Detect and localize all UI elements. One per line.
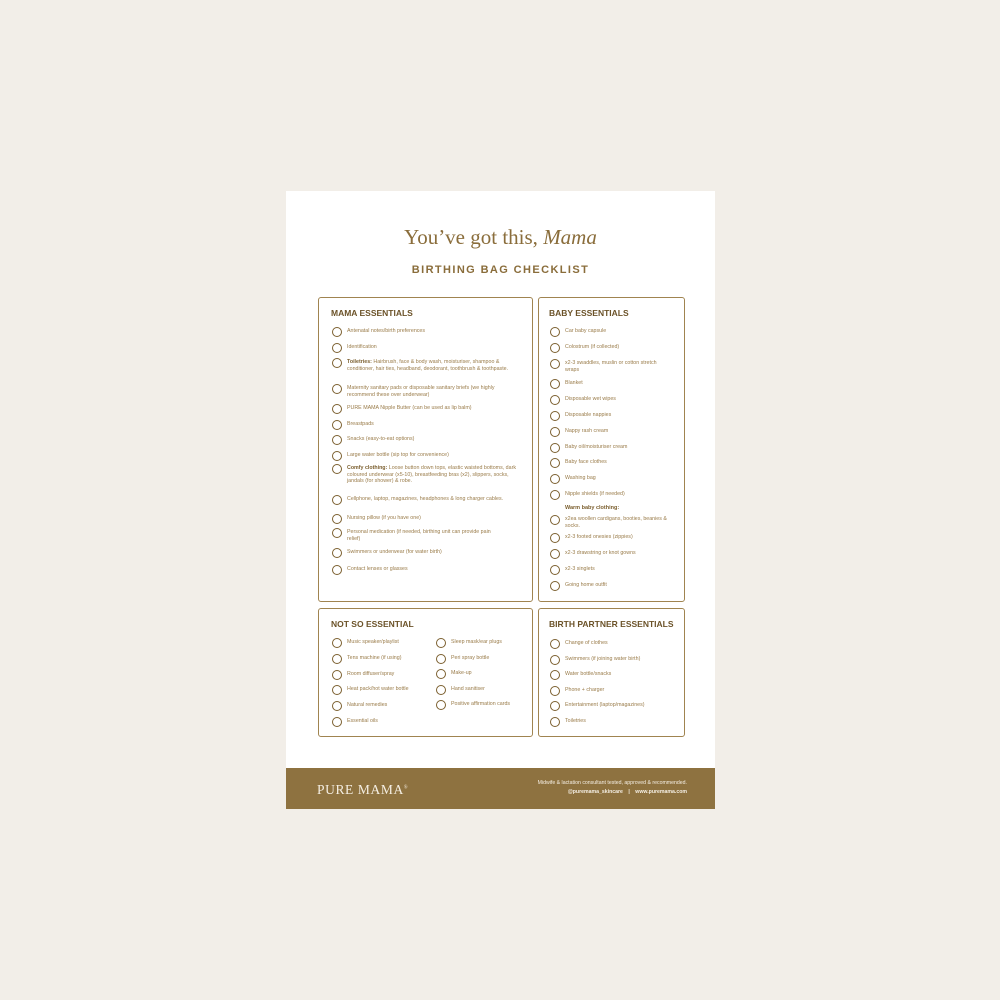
checkbox-circle[interactable] bbox=[332, 358, 342, 368]
checkbox-circle[interactable] bbox=[332, 701, 342, 711]
title-emphasis: Mama bbox=[543, 225, 597, 249]
checklist-item: PURE MAMA Nipple Butter (can be used as lip balm) bbox=[332, 405, 527, 414]
checklist-item: Nipple shields (if needed) bbox=[550, 491, 680, 500]
checkbox-circle[interactable] bbox=[550, 515, 560, 525]
birth-partner-title: BIRTH PARTNER ESSENTIALS bbox=[549, 619, 674, 629]
checklist-item: Phone + charger bbox=[550, 687, 680, 696]
checklist-item: Blanket bbox=[550, 380, 680, 389]
checklist-item: Nappy rash cream bbox=[550, 428, 680, 437]
checkbox-circle[interactable] bbox=[332, 565, 342, 575]
checklist-item: Baby face clothes bbox=[550, 459, 680, 468]
checkbox-circle[interactable] bbox=[550, 395, 560, 405]
checkbox-circle[interactable] bbox=[550, 343, 560, 353]
checklist-item: Comfy clothing: Loose button down tops, elastic waisted bottoms, dark coloured underwear (x5-10), breastfeeding bras (x2), slippers, socks, jandals (for shower) & robe. bbox=[332, 465, 517, 485]
checklist-item: x2-3 drawstring or knot gowns bbox=[550, 550, 680, 559]
checklist-item: Contact lenses or glasses bbox=[332, 566, 527, 575]
checkbox-circle[interactable] bbox=[550, 581, 560, 591]
checklist-item: Music speaker/playlist bbox=[332, 639, 432, 648]
checkbox-circle[interactable] bbox=[550, 549, 560, 559]
checklist-item: Positive affirmation cards bbox=[436, 701, 531, 710]
checkbox-circle[interactable] bbox=[550, 670, 560, 680]
mama-essentials-box bbox=[318, 297, 533, 602]
checkbox-circle[interactable] bbox=[332, 435, 342, 445]
checkbox-circle[interactable] bbox=[550, 443, 560, 453]
checklist-item: Nursing pillow (if you have one) bbox=[332, 515, 527, 524]
website-link[interactable]: www.puremama.com bbox=[635, 789, 687, 795]
checklist-item: Disposable wet wipes bbox=[550, 396, 680, 405]
checkbox-circle[interactable] bbox=[332, 670, 342, 680]
checklist-item: Toiletries bbox=[550, 718, 680, 727]
page-title bbox=[286, 225, 715, 250]
checklist-item: Change of clothes bbox=[550, 640, 680, 649]
checklist-item: Hand sanitiser bbox=[436, 686, 531, 695]
checklist-item: Toiletries: Hairbrush, face & body wash, moisturiser, shampoo & conditioner, hair ties, headband, deodorant, toothbrush & toothpaste. bbox=[332, 359, 517, 372]
checkbox-circle[interactable] bbox=[332, 451, 342, 461]
checklist-item: Water bottle/snacks bbox=[550, 671, 680, 680]
footer-separator: | bbox=[628, 789, 630, 795]
checkbox-circle[interactable] bbox=[436, 669, 446, 679]
title-prefix: You’ve got this, bbox=[404, 225, 538, 249]
mama-essentials-title: MAMA ESSENTIALS bbox=[331, 308, 413, 318]
checklist-item: Colostrum (if collected) bbox=[550, 344, 680, 353]
checklist-item: Car baby capsule bbox=[550, 328, 680, 337]
checkbox-circle[interactable] bbox=[332, 514, 342, 524]
checklist-item: Breastpads bbox=[332, 421, 527, 430]
checkbox-circle[interactable] bbox=[550, 490, 560, 500]
checklist-item: x2-3 singlets bbox=[550, 566, 680, 575]
birth-partner-box bbox=[538, 608, 685, 737]
baby-essentials-box bbox=[538, 297, 685, 602]
checkbox-circle[interactable] bbox=[332, 343, 342, 353]
checkbox-circle[interactable] bbox=[332, 404, 342, 414]
checklist-item: x2ea woollen cardigans, booties, beanies & socks. bbox=[550, 516, 674, 529]
checklist-item: Swimmers (if joining water birth) bbox=[550, 656, 680, 665]
checkbox-circle[interactable] bbox=[332, 384, 342, 394]
page-subtitle: BIRTHING BAG CHECKLIST bbox=[411, 264, 590, 276]
checklist-item: Personal medication (if needed, birthing unit can provide pain relief) bbox=[332, 529, 492, 542]
checkbox-circle[interactable] bbox=[436, 654, 446, 664]
checkbox-circle[interactable] bbox=[550, 458, 560, 468]
checkbox-circle[interactable] bbox=[550, 565, 560, 575]
checklist-item: Peri spray bottle bbox=[436, 655, 531, 664]
warm-clothing-label: Warm baby clothing: bbox=[565, 505, 620, 511]
checklist-sheet bbox=[286, 191, 715, 809]
checkbox-circle[interactable] bbox=[436, 700, 446, 710]
checklist-item: Going home outfit bbox=[550, 582, 680, 591]
brand-logo: PURE MAMA® bbox=[317, 782, 409, 797]
checkbox-circle[interactable] bbox=[550, 427, 560, 437]
checklist-item: Tens machine (if using) bbox=[332, 655, 432, 664]
checkbox-circle[interactable] bbox=[550, 655, 560, 665]
checkbox-circle[interactable] bbox=[550, 533, 560, 543]
checkbox-circle[interactable] bbox=[550, 717, 560, 727]
checkbox-circle[interactable] bbox=[332, 464, 342, 474]
checklist-item: Washing bag bbox=[550, 475, 680, 484]
baby-essentials-title: BABY ESSENTIALS bbox=[549, 308, 629, 318]
checkbox-circle[interactable] bbox=[550, 474, 560, 484]
checkbox-circle[interactable] bbox=[332, 528, 342, 538]
checkbox-circle[interactable] bbox=[550, 701, 560, 711]
checklist-item: Large water bottle (sip top for convenience) bbox=[332, 452, 527, 461]
checkbox-circle[interactable] bbox=[550, 686, 560, 696]
not-so-essential-box bbox=[318, 608, 533, 737]
checklist-item: Identification bbox=[332, 344, 527, 353]
footer-band bbox=[286, 768, 715, 809]
checklist-item: Essential oils bbox=[332, 718, 432, 727]
checkbox-circle[interactable] bbox=[436, 638, 446, 648]
checkbox-circle[interactable] bbox=[550, 411, 560, 421]
footer-tagline: Midwife & lactation consultant tested, approved & recommended. bbox=[537, 780, 687, 786]
not-so-essential-title: NOT SO ESSENTIAL bbox=[331, 619, 414, 629]
checklist-item: Baby oil/moisturiser cream bbox=[550, 444, 680, 453]
checkbox-circle[interactable] bbox=[332, 638, 342, 648]
checkbox-circle[interactable] bbox=[332, 654, 342, 664]
checkbox-circle[interactable] bbox=[332, 685, 342, 695]
checkbox-circle[interactable] bbox=[332, 717, 342, 727]
checkbox-circle[interactable] bbox=[550, 359, 560, 369]
checklist-item: Cellphone, laptop, magazines, headphones & long charger cables. bbox=[332, 496, 507, 505]
social-handle[interactable]: @puremama_skincare bbox=[567, 789, 623, 795]
checklist-item: Heat pack/hot water bottle bbox=[332, 686, 432, 695]
checkbox-circle[interactable] bbox=[332, 420, 342, 430]
checklist-item: Natural remedies bbox=[332, 702, 432, 711]
footer-contact bbox=[568, 789, 687, 795]
checkbox-circle[interactable] bbox=[332, 495, 342, 505]
checkbox-circle[interactable] bbox=[550, 639, 560, 649]
checkbox-circle[interactable] bbox=[332, 548, 342, 558]
checklist-item: x2-3 swaddles, muslin or cotton stretch wraps bbox=[550, 360, 672, 373]
checklist-item: Room diffuser/spray bbox=[332, 671, 432, 680]
checkbox-circle[interactable] bbox=[550, 379, 560, 389]
checkbox-circle[interactable] bbox=[550, 327, 560, 337]
checklist-item: Maternity sanitary pads or disposable sanitary briefs (we highly recommend these over underwear) bbox=[332, 385, 517, 398]
checkbox-circle[interactable] bbox=[436, 685, 446, 695]
checklist-item: Entertainment (laptop/magazines) bbox=[550, 702, 680, 711]
checklist-item: Sleep mask/ear plugs bbox=[436, 639, 531, 648]
checklist-item: Swimmers or underwear (for water birth) bbox=[332, 549, 527, 558]
checklist-item: Snacks (easy-to-eat options) bbox=[332, 436, 527, 445]
checkbox-circle[interactable] bbox=[332, 327, 342, 337]
checklist-item: Disposable nappies bbox=[550, 412, 680, 421]
checklist-item: x2-3 footed onesies (zippies) bbox=[550, 534, 680, 543]
checklist-item: Make-up bbox=[436, 670, 531, 679]
checklist-item: Antenatal notes/birth preferences bbox=[332, 328, 527, 337]
